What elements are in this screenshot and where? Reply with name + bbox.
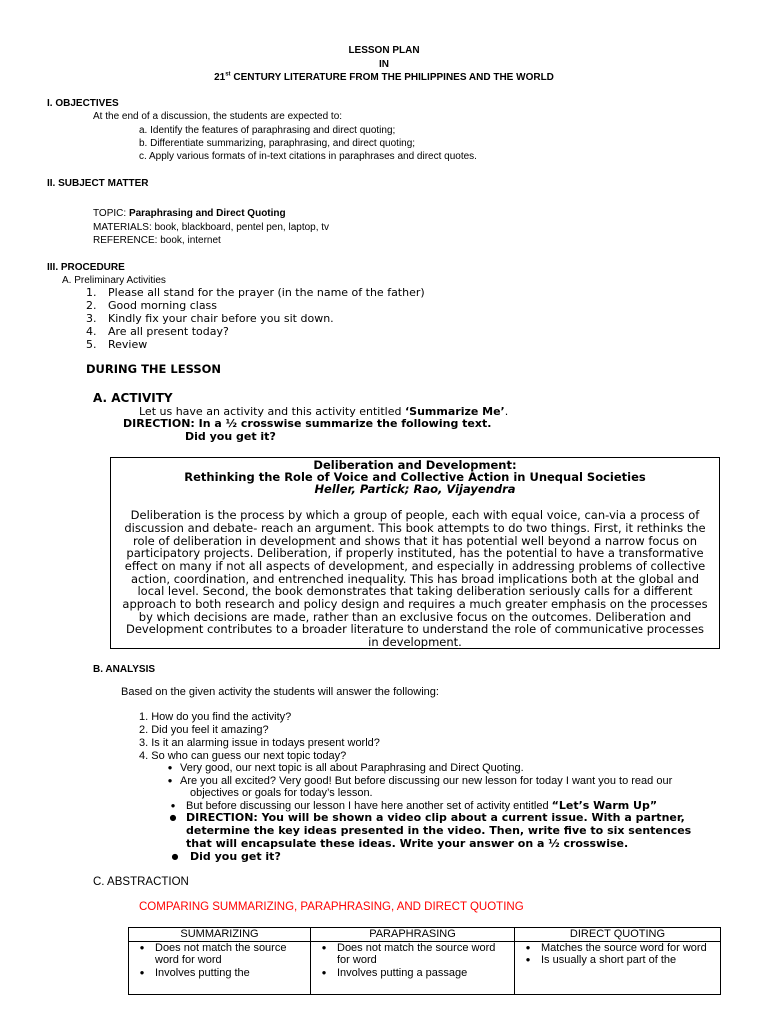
analysis-question: 1. How do you find the activity? — [139, 711, 292, 723]
objectives-intro: At the end of a discussion, the students are expected to: — [93, 111, 343, 122]
prelim-item: 5. Review — [86, 338, 148, 351]
text-line: in development. — [368, 635, 462, 649]
subject-matter-heading: II. SUBJECT MATTER — [47, 178, 149, 189]
prelim-item: 4. Are all present today? — [86, 325, 229, 338]
text-line: by which decisions are made, rather than an exclusive focus on the outcomes. Deliberation and — [138, 610, 692, 624]
analysis-bullet: ● Are you all excited? Very good! But before discussing our new lesson for today I want you to read our — [167, 775, 673, 787]
list-item: ● Matches the source word for word — [525, 941, 707, 954]
table-cell — [311, 941, 515, 994]
table-cell — [129, 941, 311, 994]
list-item: ● Does not match the source word for word — [321, 941, 496, 966]
abstraction-heading: C. ABSTRACTION — [93, 876, 189, 888]
procedure-heading: III. PROCEDURE — [47, 262, 125, 273]
analysis-bullet: ● Did you get it? — [171, 850, 281, 863]
list-item: ● Is usually a short part of the — [525, 954, 677, 966]
text-authors: Heller, Partick; Rao, Vijayendra — [314, 482, 516, 496]
text-line: effect on many if not all aspects of development, and especially in addressing problems of collective — [124, 559, 706, 573]
column-header: DIRECT QUOTING — [515, 928, 721, 942]
objective-item: a. Identify the features of paraphrasing and direct quoting; — [139, 125, 396, 136]
comparison-table — [128, 927, 721, 995]
summarize-text-box — [110, 457, 720, 649]
activity-check: Did you get it? — [185, 430, 276, 443]
list-item: ● Does not match the source word for word — [139, 941, 287, 966]
title-in: IN — [379, 59, 389, 70]
text-line: discussion and debate- reach an argument. This book attempts to do two things. First, it rethinks the — [124, 521, 706, 535]
text-line: action, coordination, and entrenched inequality. This has broad implications both at the global and — [131, 572, 699, 586]
analysis-question: 2. Did you feel it amazing? — [139, 724, 269, 736]
analysis-bullet: ● But before discussing our lesson I have here another set of activity entitled “Let’s Warm Up” — [170, 799, 658, 812]
prelim-item: 1. Please all stand for the prayer (in the name of the father) — [86, 286, 425, 299]
prelim-item: 2. Good morning class — [86, 299, 218, 312]
preliminary-activities: A. Preliminary Activities — [62, 275, 166, 286]
objectives-heading: I. OBJECTIVES — [47, 98, 119, 109]
analysis-bullet-continued: objectives or goals for today’s lesson. — [190, 787, 373, 799]
analysis-question: 4. So who can guess our next topic today? — [139, 750, 347, 762]
comparison-title: COMPARING SUMMARIZING, PARAPHRASING, AND DIRECT QUOTING — [139, 901, 524, 913]
activity-direction: DIRECTION: In a ½ crosswise summarize the following text. — [123, 417, 492, 430]
analysis-heading: B. ANALYSIS — [93, 664, 156, 675]
text-title-1: Deliberation and Development: — [313, 458, 517, 472]
course-title: 21st CENTURY LITERATURE FROM THE PHILIPPINES AND THE WORLD — [214, 71, 554, 83]
table-row — [129, 941, 721, 994]
during-the-lesson-heading: DURING THE LESSON — [86, 362, 222, 376]
analysis-bullet-continued: determine the key ideas presented in the video. Then, write five to six sentences — [186, 824, 692, 837]
text-line: Development contributes to a broader literature to understand the role of communicative processes — [125, 622, 705, 636]
text-line: Deliberation is the process by which a group of people, each with equal voice, can-via a process of — [130, 508, 700, 522]
list-item: ● Involves putting a passage — [321, 966, 468, 979]
prelim-item: 3. Kindly fix your chair before you sit down. — [86, 312, 334, 325]
text-line: role of deliberation in development and shows that it has potential well beyond a narrow focus on — [132, 534, 698, 548]
objective-item: b. Differentiate summarizing, paraphrasing, and direct quoting; — [139, 138, 416, 149]
text-line: local level. Second, the book demonstrates that taking deliberation seriously calls for a different — [137, 584, 693, 598]
table-cell — [515, 941, 721, 994]
column-header: PARAPHRASING — [311, 928, 515, 942]
analysis-question: 3. Is it an alarming issue in todays present world? — [139, 737, 380, 749]
lesson-plan-title: LESSON PLAN — [348, 45, 420, 56]
reference-line: REFERENCE: book, internet — [93, 235, 221, 246]
column-header: SUMMARIZING — [129, 928, 311, 942]
text-title-2: Rethinking the Role of Voice and Collective Action in Unequal Societies — [184, 470, 646, 484]
analysis-bullet-continued: that will encapsulate these ideas. Write your answer on a ½ crosswise. — [186, 837, 629, 850]
analysis-bullet: ● DIRECTION: You will be shown a video clip about a current issue. With a partner, — [169, 811, 685, 824]
topic-line: TOPIC: Paraphrasing and Direct Quoting — [93, 208, 286, 219]
objective-item: c. Apply various formats of in-text citations in paraphrases and direct quotes. — [139, 151, 477, 162]
analysis-bullet: ● Very good, our next topic is all about Paraphrasing and Direct Quoting. — [167, 762, 524, 774]
activity-intro: Let us have an activity and this activity entitled ‘Summarize Me’. — [139, 405, 509, 418]
text-line: participatory projects. Deliberation, if properly instituted, has the potential to have a transformative — [126, 546, 704, 560]
table-header-row — [129, 928, 721, 942]
list-item: ● Involves putting the — [139, 966, 250, 979]
activity-heading: A. ACTIVITY — [93, 391, 173, 405]
analysis-intro: Based on the given activity the students will answer the following: — [121, 686, 439, 698]
materials-line: MATERIALS: book, blackboard, pentel pen, laptop, tv — [93, 222, 330, 233]
text-line: approach to both research and policy design and requires a much greater emphasis on the processes — [122, 597, 708, 611]
